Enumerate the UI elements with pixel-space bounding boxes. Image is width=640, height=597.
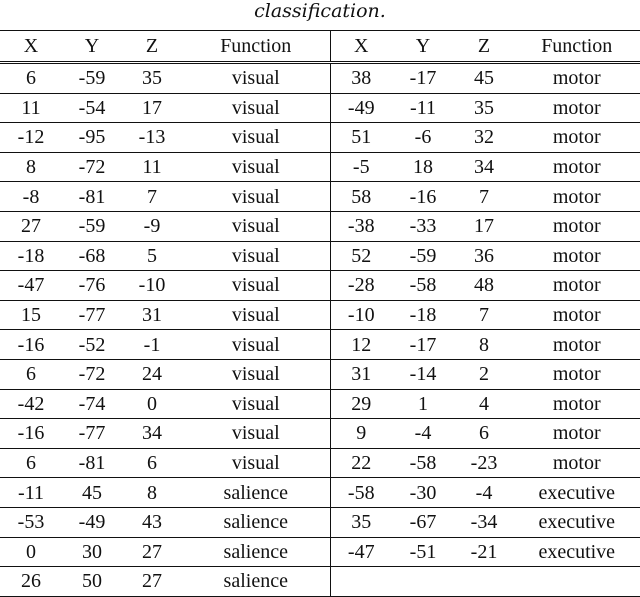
table-cell: visual: [182, 419, 330, 449]
table-cell: -38: [330, 211, 392, 241]
column-header: Y: [62, 31, 122, 63]
table-cell: 45: [62, 478, 122, 508]
table-cell: -18: [0, 241, 62, 271]
table-cell: 0: [122, 389, 182, 419]
column-header: Y: [392, 31, 454, 63]
table-cell: 17: [454, 211, 514, 241]
table-cell: -34: [454, 507, 514, 537]
table-cell: 6: [0, 448, 62, 478]
table-cell: -59: [62, 211, 122, 241]
table-row: [0, 537, 640, 567]
table-row: [0, 241, 640, 271]
table-row: [0, 211, 640, 241]
table-cell: motor: [514, 152, 640, 182]
table-cell: -30: [392, 478, 454, 508]
table-cell: 0: [0, 537, 62, 567]
table-cell: 35: [454, 93, 514, 123]
table-cell: 38: [330, 63, 392, 94]
table-cell: -33: [392, 211, 454, 241]
table-cell: -18: [392, 300, 454, 330]
table-body: [0, 63, 640, 597]
table-cell: 31: [330, 359, 392, 389]
table-row: [0, 182, 640, 212]
table-cell: -4: [392, 419, 454, 449]
table-row: [0, 448, 640, 478]
table-row: [0, 93, 640, 123]
table-row: [0, 300, 640, 330]
table-cell: motor: [514, 93, 640, 123]
table-cell: -47: [330, 537, 392, 567]
table-cell: 29: [330, 389, 392, 419]
table-cell: visual: [182, 93, 330, 123]
header-row: [0, 31, 640, 63]
table-row: [0, 63, 640, 94]
table-cell: -14: [392, 359, 454, 389]
table-cell: -42: [0, 389, 62, 419]
table-cell: -16: [0, 419, 62, 449]
column-header: Function: [182, 31, 330, 63]
table-cell: -10: [122, 271, 182, 301]
table-cell: 27: [122, 567, 182, 597]
table-cell: 27: [0, 211, 62, 241]
table-cell: 18: [392, 152, 454, 182]
table-row: [0, 419, 640, 449]
table-cell: 8: [122, 478, 182, 508]
table-cell: -72: [62, 152, 122, 182]
table-cell: motor: [514, 182, 640, 212]
table-cell: 7: [122, 182, 182, 212]
table-cell: 50: [62, 567, 122, 597]
table-cell: -77: [62, 419, 122, 449]
table-row: [0, 567, 640, 597]
table-cell: 12: [330, 330, 392, 360]
table-cell: 51: [330, 123, 392, 153]
column-header: X: [0, 31, 62, 63]
coordinates-table-container: [0, 30, 640, 597]
table-cell: 45: [454, 63, 514, 94]
table-cell: 35: [330, 507, 392, 537]
table-cell: motor: [514, 330, 640, 360]
table-cell: -72: [62, 359, 122, 389]
table-cell: -4: [454, 478, 514, 508]
table-cell: 11: [122, 152, 182, 182]
table-cell: visual: [182, 448, 330, 478]
table-cell: -59: [62, 63, 122, 94]
table-cell: 35: [122, 63, 182, 94]
table-cell: -52: [62, 330, 122, 360]
table-cell: 36: [454, 241, 514, 271]
table-cell: 11: [0, 93, 62, 123]
table-cell: -49: [62, 507, 122, 537]
table-cell: visual: [182, 182, 330, 212]
table-cell: -17: [392, 330, 454, 360]
table-cell: 30: [62, 537, 122, 567]
table-row: [0, 478, 640, 508]
table-row: [0, 271, 640, 301]
table-cell: motor: [514, 211, 640, 241]
table-cell: 2: [454, 359, 514, 389]
table-cell: motor: [514, 300, 640, 330]
table-cell: -68: [62, 241, 122, 271]
table-row: [0, 359, 640, 389]
table-cell: executive: [514, 478, 640, 508]
table-cell: -23: [454, 448, 514, 478]
table-cell: -67: [392, 507, 454, 537]
table-cell: -77: [62, 300, 122, 330]
table-cell: visual: [182, 271, 330, 301]
table-cell: salience: [182, 478, 330, 508]
table-cell: 52: [330, 241, 392, 271]
table-row: [0, 123, 640, 153]
table-cell: salience: [182, 537, 330, 567]
table-cell: -59: [392, 241, 454, 271]
coordinates-table: [0, 30, 640, 597]
table-cell: visual: [182, 300, 330, 330]
table-cell: -81: [62, 182, 122, 212]
column-header: Z: [122, 31, 182, 63]
table-cell: 7: [454, 182, 514, 212]
table-cell: -47: [0, 271, 62, 301]
table-cell: [454, 567, 514, 597]
table-cell: visual: [182, 389, 330, 419]
table-cell: -58: [392, 448, 454, 478]
column-header: Function: [514, 31, 640, 63]
table-cell: -5: [330, 152, 392, 182]
table-cell: -28: [330, 271, 392, 301]
table-cell: -58: [330, 478, 392, 508]
table-cell: visual: [182, 63, 330, 94]
table-cell: -10: [330, 300, 392, 330]
table-cell: -81: [62, 448, 122, 478]
table-cell: visual: [182, 330, 330, 360]
table-cell: 6: [122, 448, 182, 478]
column-header: Z: [454, 31, 514, 63]
table-cell: -12: [0, 123, 62, 153]
table-cell: visual: [182, 241, 330, 271]
table-cell: 43: [122, 507, 182, 537]
table-cell: -21: [454, 537, 514, 567]
table-cell: motor: [514, 63, 640, 94]
table-cell: 1: [392, 389, 454, 419]
table-cell: 22: [330, 448, 392, 478]
table-cell: 6: [454, 419, 514, 449]
table-cell: motor: [514, 448, 640, 478]
table-cell: salience: [182, 567, 330, 597]
table-cell: motor: [514, 271, 640, 301]
table-cell: motor: [514, 241, 640, 271]
table-caption: classification.: [254, 0, 386, 22]
table-row: [0, 389, 640, 419]
table-cell: [392, 567, 454, 597]
table-cell: 34: [122, 419, 182, 449]
table-cell: 8: [0, 152, 62, 182]
table-cell: -16: [392, 182, 454, 212]
table-cell: motor: [514, 123, 640, 153]
table-cell: -54: [62, 93, 122, 123]
table-cell: -11: [0, 478, 62, 508]
table-cell: motor: [514, 419, 640, 449]
table-cell: salience: [182, 507, 330, 537]
table-row: [0, 330, 640, 360]
column-header: X: [330, 31, 392, 63]
table-cell: visual: [182, 211, 330, 241]
table-cell: 9: [330, 419, 392, 449]
table-cell: -11: [392, 93, 454, 123]
table-cell: -16: [0, 330, 62, 360]
table-row: [0, 152, 640, 182]
table-row: [0, 507, 640, 537]
table-cell: 6: [0, 359, 62, 389]
table-cell: -74: [62, 389, 122, 419]
table-cell: -95: [62, 123, 122, 153]
table-cell: -51: [392, 537, 454, 567]
table-cell: -13: [122, 123, 182, 153]
table-cell: 15: [0, 300, 62, 330]
table-cell: -49: [330, 93, 392, 123]
table-cell: -58: [392, 271, 454, 301]
table-cell: -9: [122, 211, 182, 241]
table-cell: -53: [0, 507, 62, 537]
table-cell: -6: [392, 123, 454, 153]
table-cell: 32: [454, 123, 514, 153]
table-cell: 27: [122, 537, 182, 567]
table-cell: visual: [182, 152, 330, 182]
table-cell: 8: [454, 330, 514, 360]
table-cell: 5: [122, 241, 182, 271]
table-cell: -1: [122, 330, 182, 360]
table-cell: [330, 567, 392, 597]
table-cell: -17: [392, 63, 454, 94]
table-cell: -8: [0, 182, 62, 212]
table-cell: executive: [514, 537, 640, 567]
table-cell: 26: [0, 567, 62, 597]
table-cell: 48: [454, 271, 514, 301]
table-cell: visual: [182, 123, 330, 153]
table-cell: motor: [514, 389, 640, 419]
table-cell: 58: [330, 182, 392, 212]
table-cell: executive: [514, 507, 640, 537]
table-cell: 34: [454, 152, 514, 182]
table-cell: motor: [514, 359, 640, 389]
table-cell: 7: [454, 300, 514, 330]
table-cell: -76: [62, 271, 122, 301]
table-cell: 17: [122, 93, 182, 123]
table-cell: 4: [454, 389, 514, 419]
table-cell: 31: [122, 300, 182, 330]
table-cell: 6: [0, 63, 62, 94]
table-cell: [514, 567, 640, 597]
table-cell: visual: [182, 359, 330, 389]
table-cell: 24: [122, 359, 182, 389]
